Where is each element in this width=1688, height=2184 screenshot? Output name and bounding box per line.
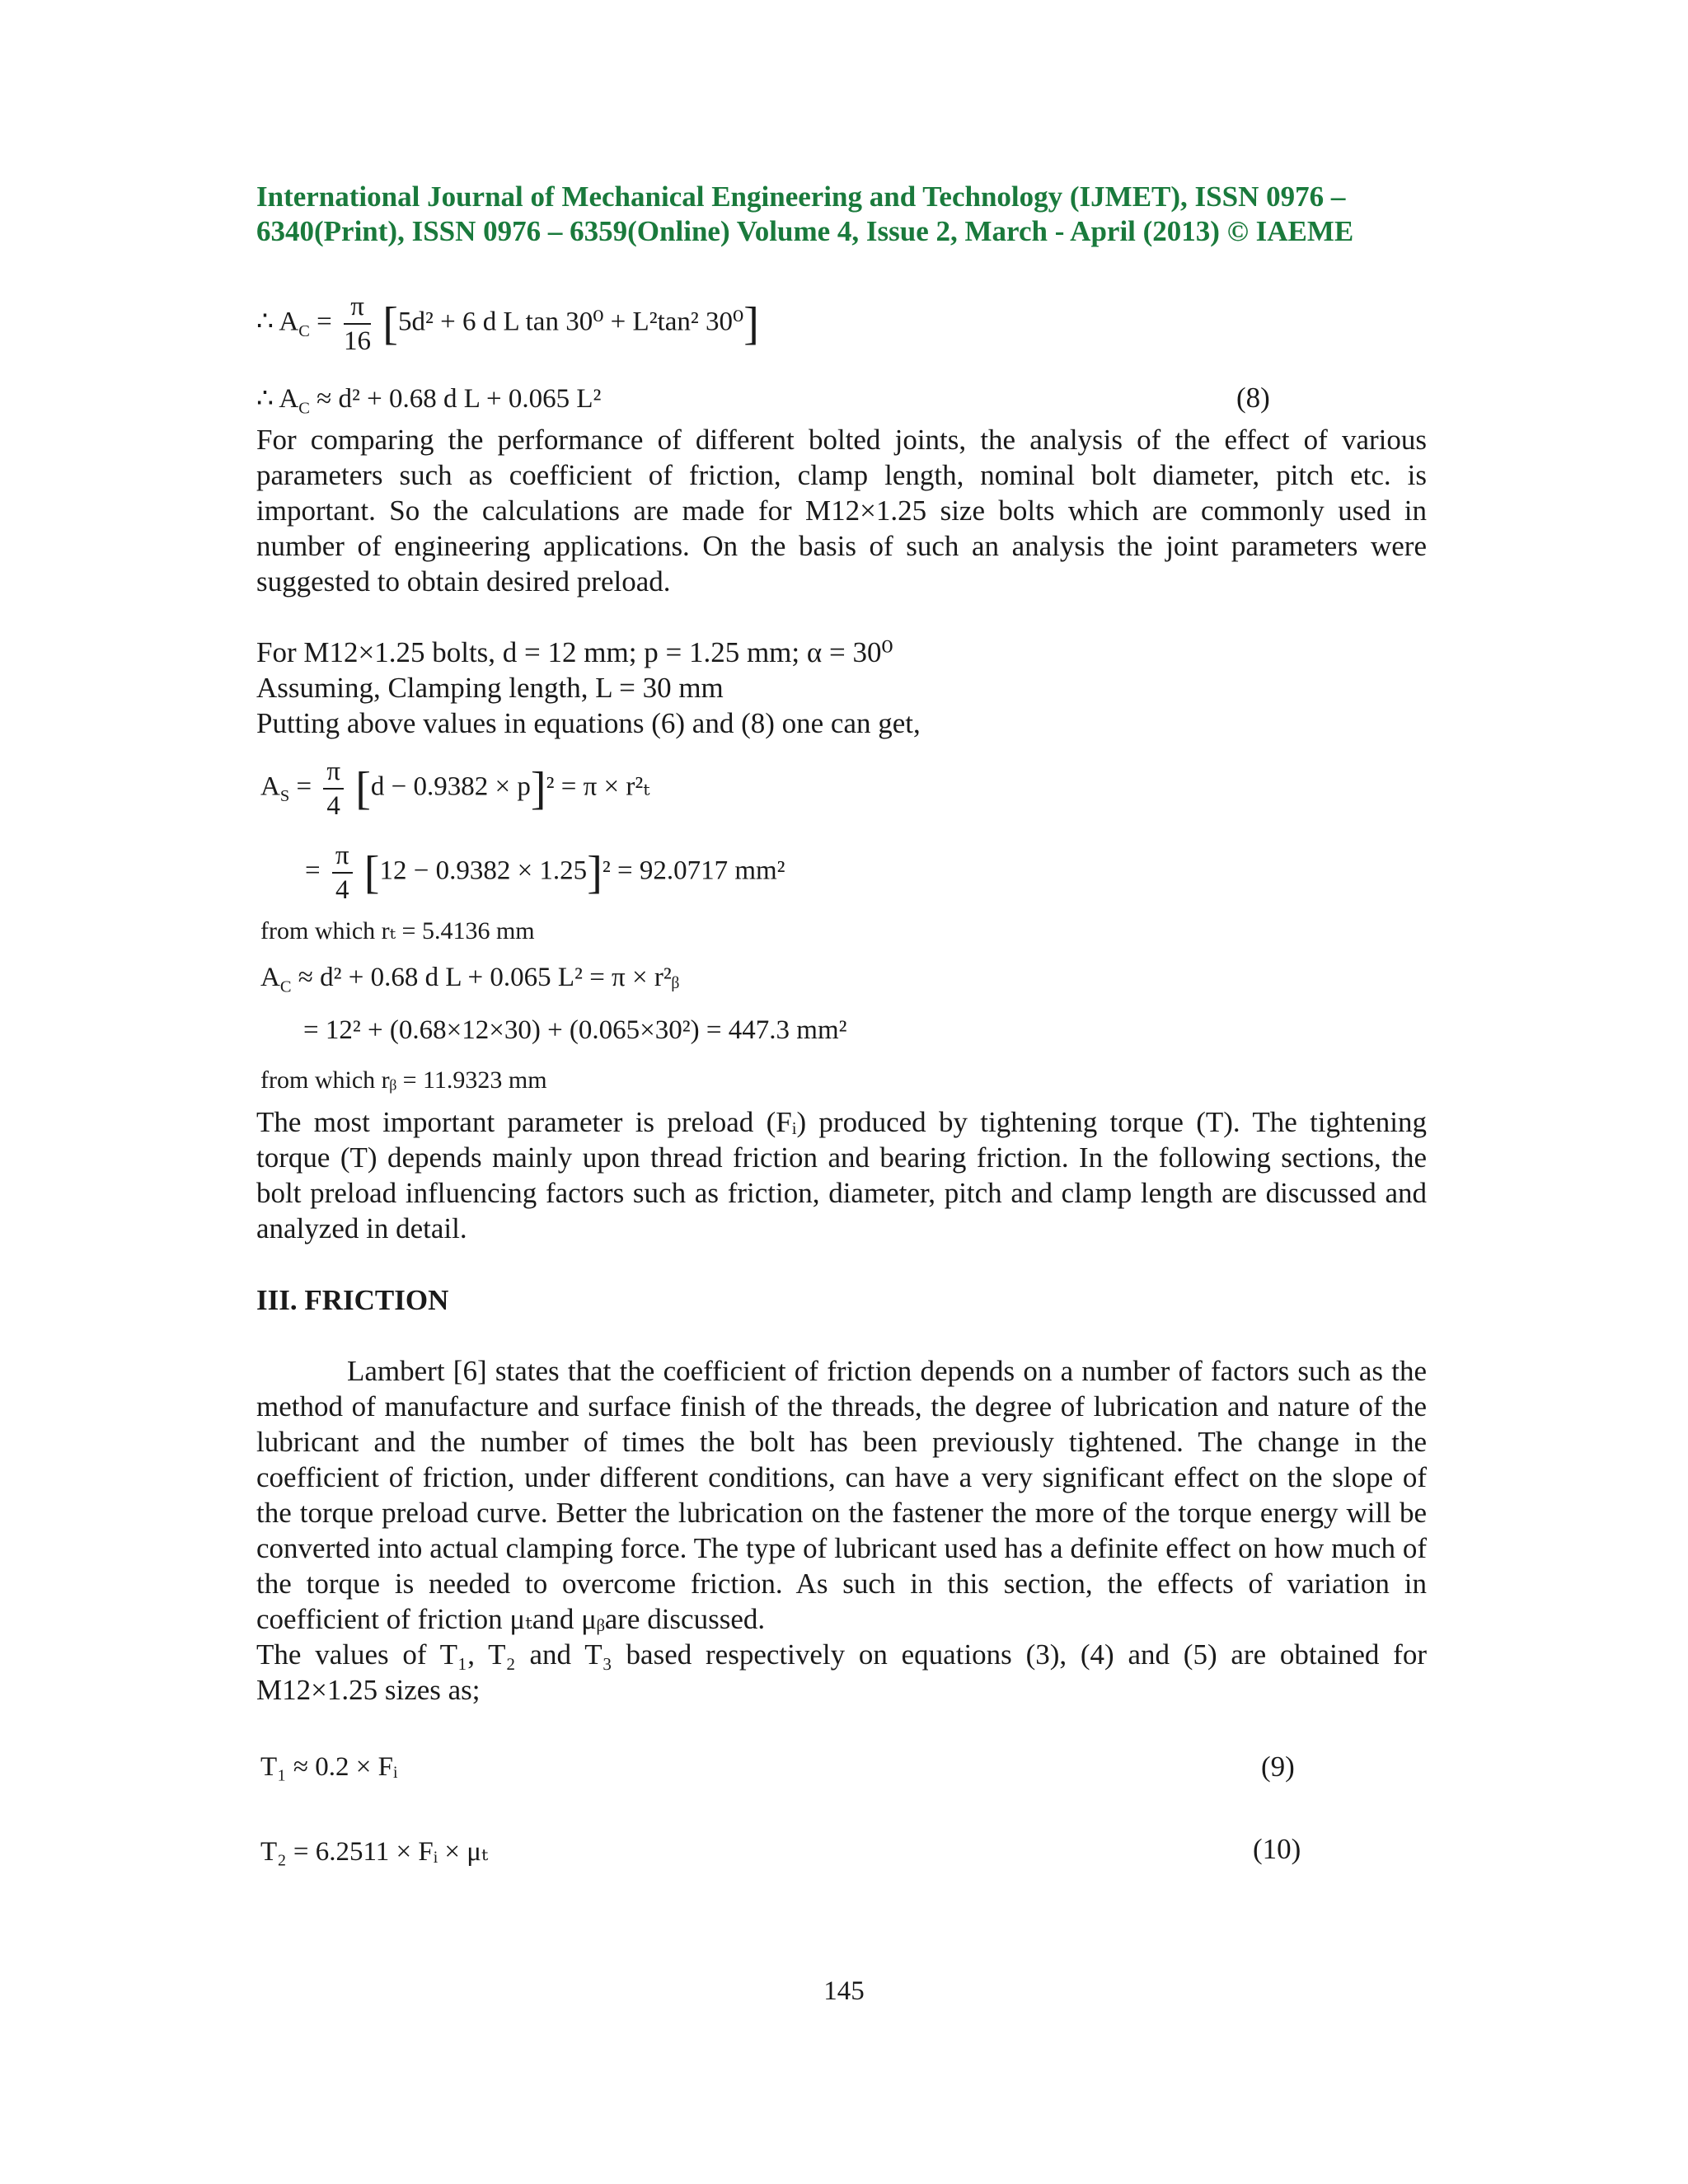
given-line1: For M12×1.25 bolts, d = 12 mm; p = 1.25 mm; α = 30⁰ <box>256 636 893 668</box>
left-bracket: [ <box>355 763 371 814</box>
eq-sub: C <box>279 977 292 996</box>
fraction-denominator: 4 <box>335 875 349 905</box>
equation-ac-approx <box>256 382 601 419</box>
eq-body: 5d² + 6 d L tan 30⁰ + L²tan² 30⁰ <box>397 307 744 337</box>
journal-header <box>256 180 1427 249</box>
left-bracket: [ <box>382 298 398 349</box>
eq-equals: = <box>316 307 332 337</box>
equation-ac-value: = 12² + (0.68×12×30) + (0.065×30²) = 447.3 mm² <box>303 1015 847 1045</box>
eq-rhs: ² = π × r²ₜ <box>546 771 650 802</box>
equation-10: T₂ = 6.2511 × Fᵢ × μₜ <box>260 1837 489 1867</box>
eq-lhs: ∴ A <box>256 307 299 337</box>
journal-header-line1: International Journal of Mechanical Engineering and Technology (IJMET), ISSN 0976 – <box>256 180 1346 213</box>
page-number: 145 <box>823 1976 865 2006</box>
paragraph-text: The most important parameter is preload (Fᵢ) produced by tightening torque (T). The tightening torque (T) depends mainly upon thread friction and bearing friction. In the following sections, the bolt preload influencing factors such as friction, diameter, pitch and clamp length are discussed and analyzed in detail. <box>256 1106 1427 1244</box>
equation-ac-calc <box>260 963 679 997</box>
fraction <box>323 755 344 823</box>
eq-body: 12 − 0.9382 × 1.25 <box>379 855 588 886</box>
fraction-denominator: 16 <box>344 326 372 356</box>
equation-number-9: (9) <box>1261 1750 1295 1783</box>
right-bracket: ] <box>530 763 546 814</box>
paragraph-text-values: The values of T₁, T₂ and T₃ based respectively on equations (3), (4) and (5) are obtained for M12×1.25 sizes as; <box>256 1638 1427 1706</box>
fraction <box>332 839 353 907</box>
fraction-numerator: π <box>332 839 353 874</box>
eq-lhs: A <box>260 963 280 992</box>
paragraph-preload <box>256 1104 1427 1246</box>
eq-lhs: A <box>260 771 280 802</box>
left-bracket: [ <box>363 847 380 898</box>
paragraph-text: Lambert [6] states that the coefficient of friction depends on a number of factors such as the method of manufacture and surface finish of the threads, the degree of lubrication and nature of the lubricant and the number of times the bolt has been previously tightened. The change in the coefficient of friction, under different conditions, can have a very significant effect on the slope of the torque preload curve. Better the lubrication on the fastener the more of the torque energy will be converted into actual clamping force. The type of lubricant used has a definite effect on how much of the torque is needed to overcome friction. As such in this section, the effects of variation in coefficient of friction μₜand μᵦare discussed. <box>256 1355 1427 1635</box>
eq-prefix: = <box>305 855 321 886</box>
paragraph-text: For comparing the performance of different bolted joints, the analysis of the effect of various parameters such as coefficient of friction, clamp length, nominal bolt diameter, pitch etc. is important. So the calculations are made for M12×1.25 size bolts which are commonly used in number of engineering applications. On the basis of such an analysis the joint parameters were suggested to obtain desired preload. <box>256 424 1427 598</box>
equation-number-8: (8) <box>1236 382 1270 414</box>
equation-number-10: (10) <box>1253 1833 1301 1865</box>
equation-as: $A_S$ = $\frac{\pi}{4}$ [d − 0.9382 × p]² = π × r²ₜ <box>260 757 650 821</box>
equation-as-value <box>305 839 785 907</box>
fraction-numerator: π <box>323 755 344 790</box>
eq-rhs: ² = 92.0717 mm² <box>602 855 785 886</box>
eq-sub: S <box>279 787 290 806</box>
given-values <box>256 635 1427 741</box>
fraction-numerator: π <box>344 290 371 325</box>
eq-sub: C <box>298 322 310 341</box>
eq-sub: C <box>298 399 310 418</box>
right-bracket: ] <box>587 847 603 898</box>
given-line2: Assuming, Clamping length, L = 30 mm <box>256 672 724 704</box>
journal-header-line2: 6340(Print), ISSN 0976 – 6359(Online) Volume 4, Issue 2, March - April (2013) © IAEME <box>256 215 1354 247</box>
rt-result: from which rₜ = 5.4136 mm <box>260 917 535 944</box>
eq-body: ≈ d² + 0.68 d L + 0.065 L² <box>316 384 602 414</box>
fraction-denominator: 4 <box>326 791 340 821</box>
paragraph-bolted-joints <box>256 422 1427 599</box>
eq-body: ≈ d² + 0.68 d L + 0.065 L² = π × r²ᵦ <box>298 963 680 992</box>
paragraph-friction <box>256 1353 1427 1708</box>
eq-body: d − 0.9382 × p <box>370 771 531 802</box>
given-line3: Putting above values in equations (6) and (8) one can get, <box>256 707 921 739</box>
equation-9: T₁ ≈ 0.2 × Fᵢ <box>260 1752 398 1782</box>
section-heading: III. FRICTION <box>256 1284 449 1316</box>
fraction <box>344 290 371 358</box>
eq-lhs: ∴ A <box>256 384 299 414</box>
equation-ac-full <box>256 290 759 358</box>
right-bracket: ] <box>743 298 759 349</box>
rb-result: from which rᵦ = 11.9323 mm <box>260 1066 547 1094</box>
